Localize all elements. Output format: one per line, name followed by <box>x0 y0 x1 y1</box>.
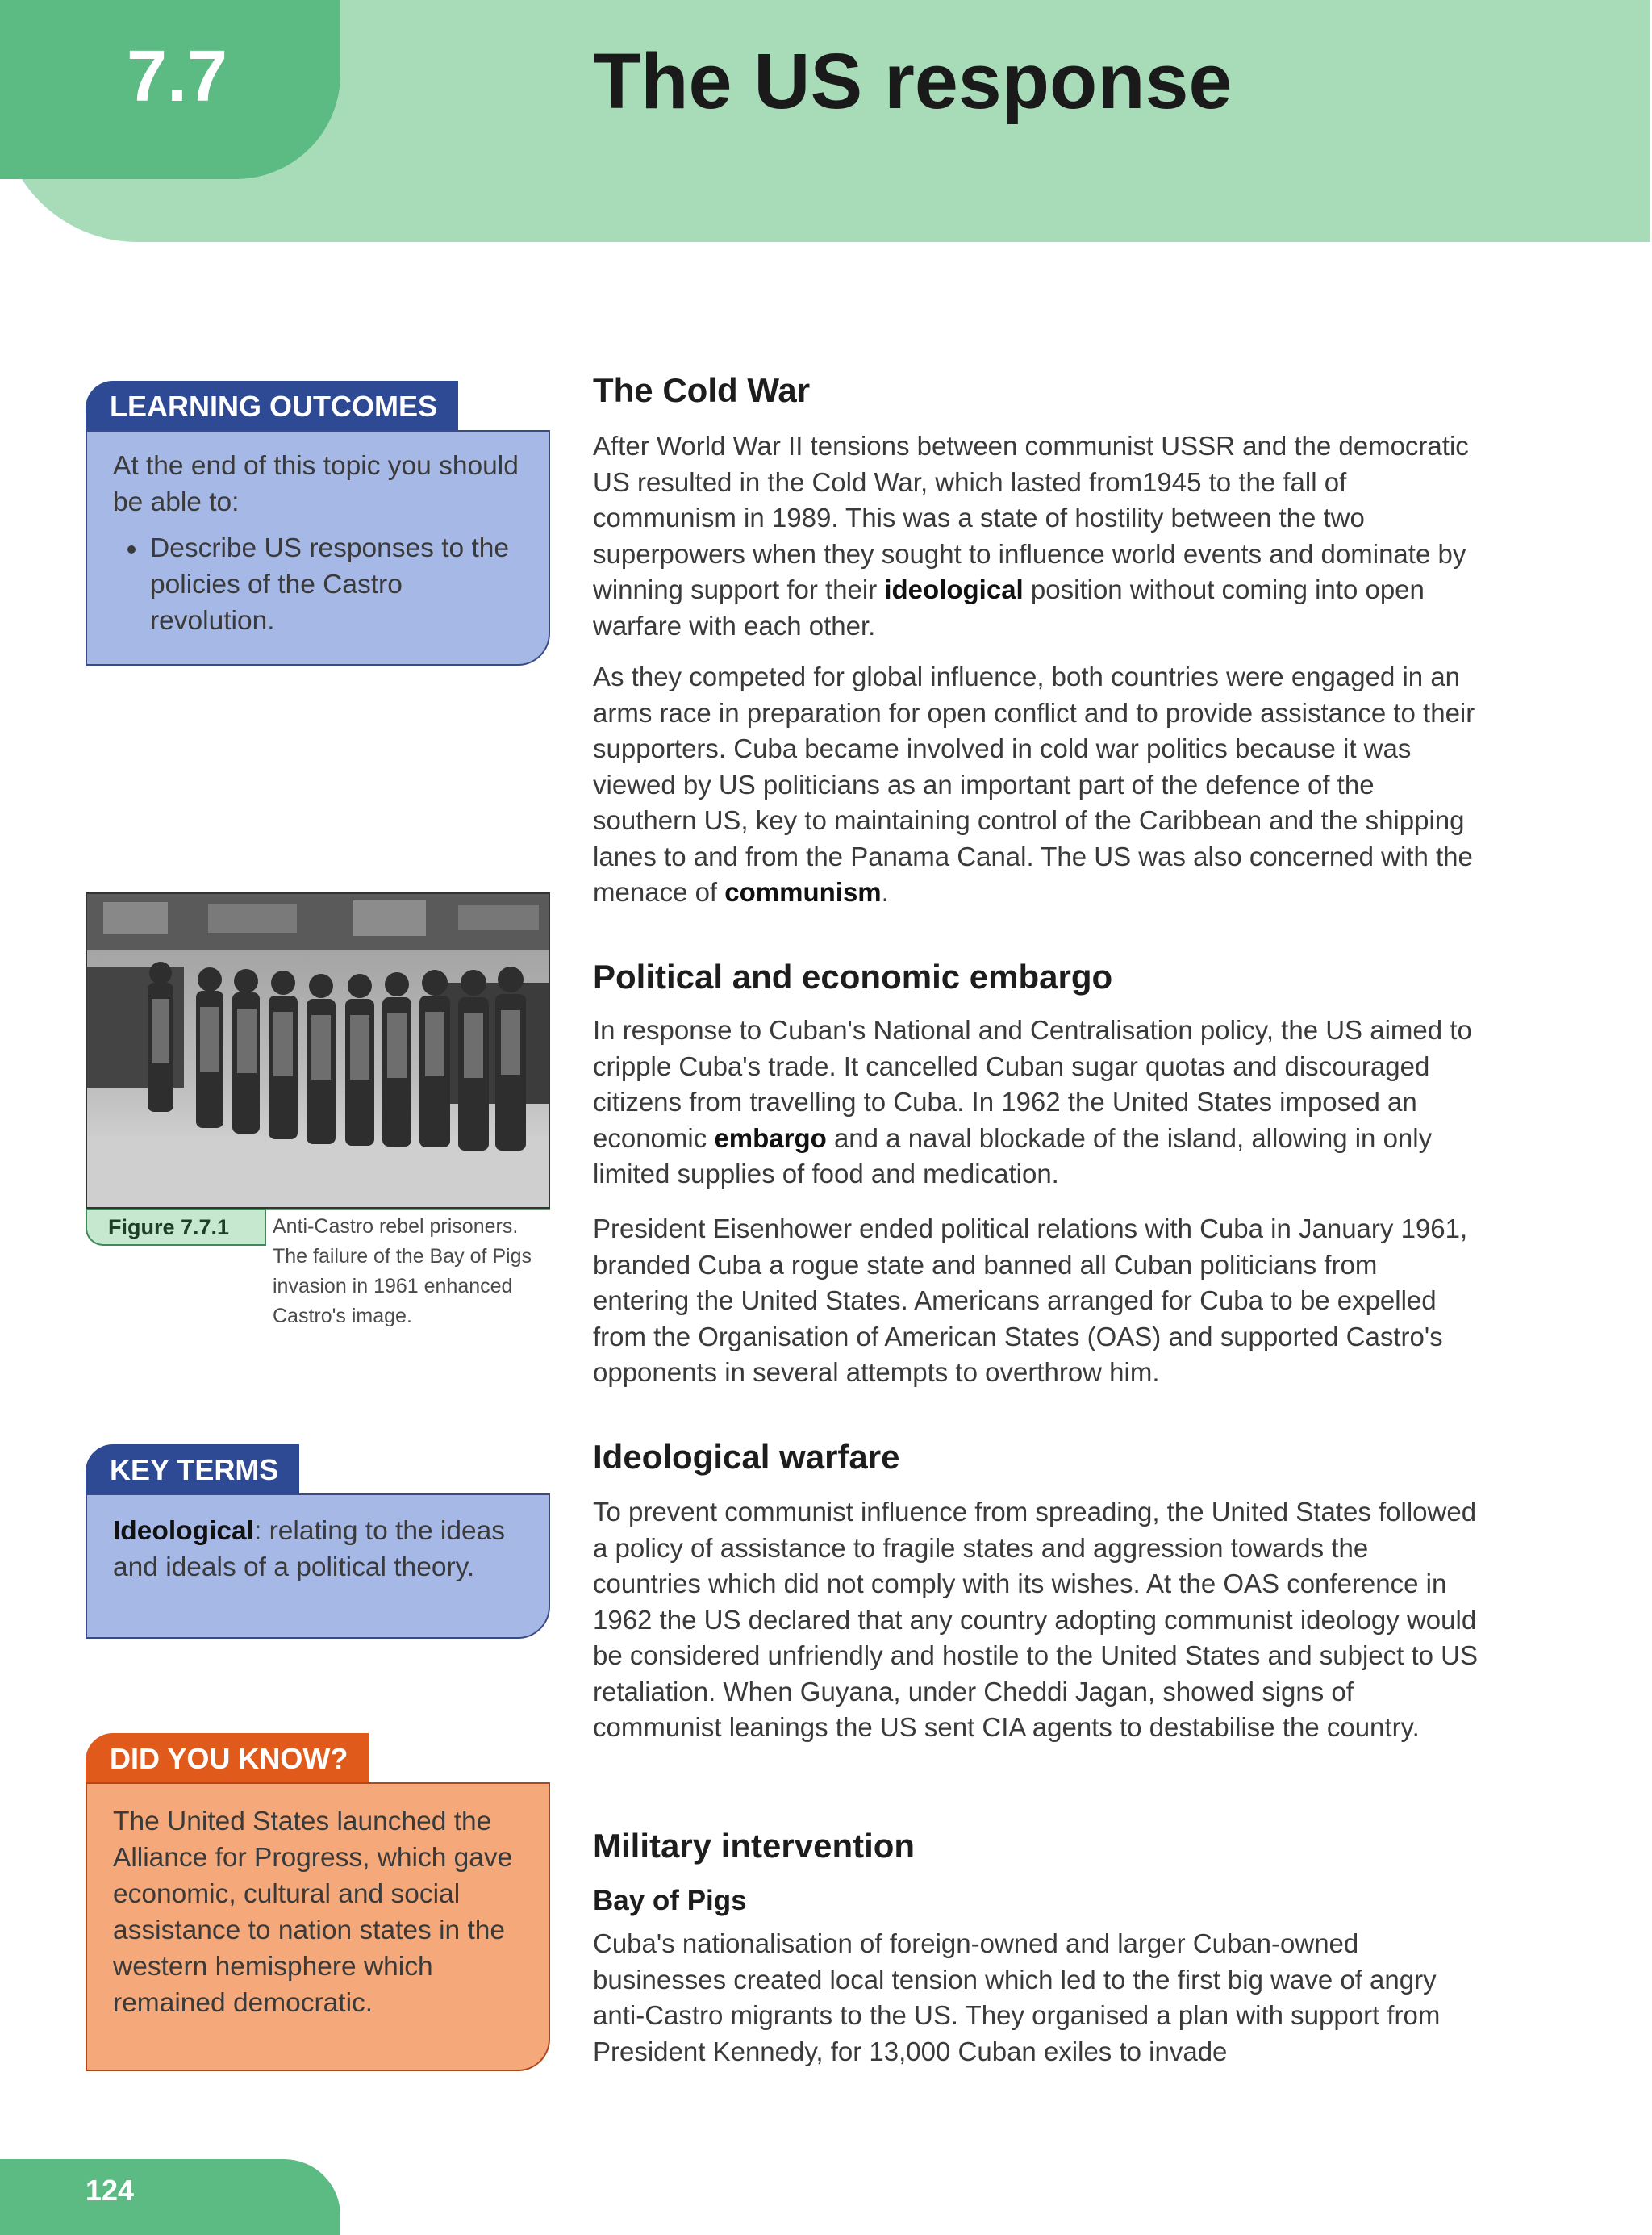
learning-outcomes-intro: At the end of this topic you should be able to: <box>113 451 519 517</box>
did-you-know-text: The United States launched the Alliance for Progress, which gave economic, cultural and social assistance to nation states in the western hemisphere which remained democratic. <box>113 1807 513 2018</box>
page-number-tab <box>0 2159 340 2235</box>
page-number: 124 <box>86 2174 135 2207</box>
cold-war-heading: The Cold War <box>593 371 811 409</box>
key-terms-label: KEY TERMS <box>86 1444 299 1494</box>
cold-war-paragraph-2: As they competed for global influence, both countries were engaged in an arms race in preparation for open conflict and to provide assistance to their supporters. Cuba became involved in cold war politics because it was viewed by US politicians as an important part of the defence of the southern US, key to maintaining control of the Caribbean and the shipping lanes to and from the Panama Canal. The US was also concerned with the menace of communism. <box>593 662 1475 907</box>
military-intervention-paragraph: Cuba's nationalisation of foreign-owned and larger Cuban-owned businesses created local tension which led to the first big wave of angry anti-Castro migrants to the US. They organised a plan with support from President Kennedy, for 13,000 Cuban exiles to invade <box>593 1928 1441 2066</box>
embargo-paragraph-1: In response to Cuban's National and Centralisation policy, the US aimed to cripple Cuba's trade. It cancelled Cuban sugar quotas and discouraged citizens from travelling to Cuba. In 1962 the United States imposed an economic embargo and a naval blockade of the island, allowing in only limited supplies of food and medication. <box>593 1015 1472 1189</box>
figure-label: Figure 7.7.1 <box>86 1209 266 1246</box>
key-term-word: Ideological <box>113 1516 254 1546</box>
page-title: The US response <box>593 37 1233 125</box>
bay-of-pigs-subheading: Bay of Pigs <box>593 1885 747 1916</box>
learning-outcomes-list <box>113 530 532 639</box>
military-intervention-heading: Military intervention <box>593 1827 916 1865</box>
section-number-tab <box>0 0 340 179</box>
figure-caption: Anti-Castro rebel prisoners. The failure of the Bay of Pigs invasion in 1961 enhanced Castro's image. <box>273 1215 532 1327</box>
prisoners-photo-image <box>87 894 549 1207</box>
embargo-paragraph-2: President Eisenhower ended political relations with Cuba in January 1961, branded Cuba a rogue state and banned all Cuban politicians from entering the United States. Americans arranged for Cuba to be expelled from the Organisation of American States (OAS) and supported Castro's opponents in several attempts to overthrow him. <box>593 1214 1468 1387</box>
learning-outcomes-box <box>86 430 550 666</box>
section-number: 7.7 <box>127 36 228 117</box>
embargo-heading: Political and economic embargo <box>593 958 1113 996</box>
figure-photo <box>86 892 550 1209</box>
learning-outcome-item: • Describe US responses to the policies of the Castro revolution. <box>148 530 532 639</box>
ideological-warfare-heading: Ideological warfare <box>593 1438 900 1476</box>
key-term-definition: : relating to the ideas and ideals of a political theory. <box>113 1516 505 1582</box>
did-you-know-label: DID YOU KNOW? <box>86 1733 369 1783</box>
learning-outcomes-label: LEARNING OUTCOMES <box>86 381 458 431</box>
did-you-know-box <box>86 1782 550 2071</box>
key-terms-box <box>86 1493 550 1639</box>
ideological-warfare-paragraph: To prevent communist influence from spreading, the United States followed a policy of assistance to fragile states and aggression towards the countries which did not comply with its wishes. At the OAS conference in 1962 the US declared that any country adopting communist ideology would be considered unfriendly and hostile to the United States and subject to US retaliation. When Guyana, under Cheddi Jagan, showed signs of communist leanings the US sent CIA agents to destabilise the country. <box>593 1497 1479 1742</box>
cold-war-paragraph-1: After World War II tensions between communist USSR and the democratic US resulted in the Cold War, which lasted from1945 to the fall of communism in 1989. This was a state of hostility between the two superpowers when they sought to influence world events and dominate by winning support for their ideological position without coming into open warfare with each other. <box>593 431 1469 641</box>
figure-divider <box>266 1209 550 1210</box>
